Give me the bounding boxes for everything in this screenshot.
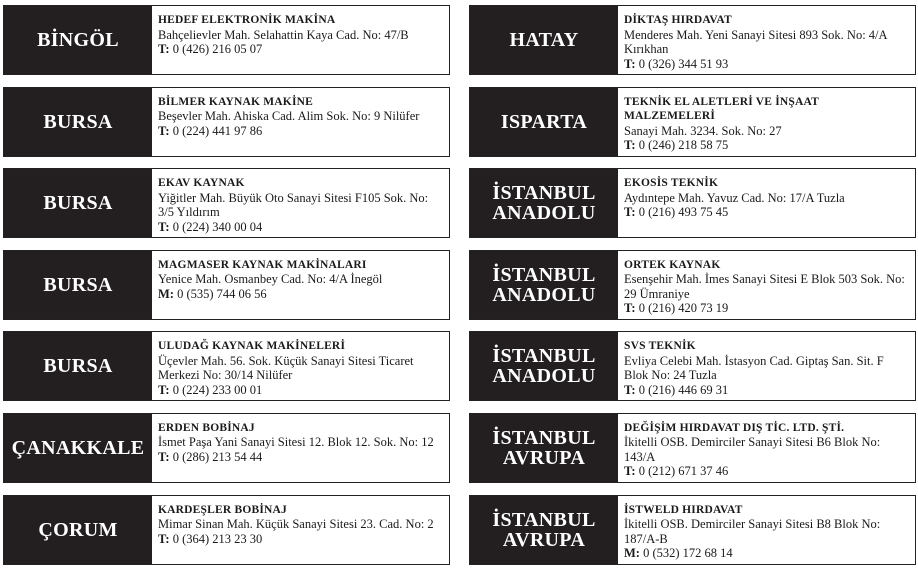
dealer-phone-line bbox=[158, 383, 443, 398]
phone-prefix: T: bbox=[158, 42, 170, 56]
city-label: İSTANBUL ANADOLU bbox=[470, 332, 618, 400]
city-label: BURSA bbox=[4, 169, 152, 237]
dealer-card bbox=[3, 250, 450, 320]
dealer-address: Menderes Mah. Yeni Sanayi Sitesi 893 Sok. No: 4/A Kırıkhan bbox=[624, 27, 887, 56]
city-label: İSTANBUL AVRUPA bbox=[470, 414, 618, 482]
dealer-phone-line bbox=[624, 383, 909, 398]
dealer-card bbox=[3, 331, 450, 401]
dealer-phone-line bbox=[158, 42, 409, 57]
phone-prefix: T: bbox=[158, 219, 170, 234]
dealer-address: Yiğitler Mah. Büyük Oto Sanayi Sitesi F105 Sok. No: 3/5 Yıldırım bbox=[158, 190, 429, 220]
phone-prefix: T: bbox=[624, 56, 636, 71]
dealer-phone-line bbox=[624, 301, 909, 316]
dealer-info bbox=[618, 251, 915, 319]
dealer-info bbox=[152, 414, 440, 482]
dealer-card bbox=[3, 5, 450, 75]
dealer-phone-line bbox=[624, 205, 845, 220]
dealer-name: İSTWELD HIRDAVAT bbox=[624, 503, 743, 516]
phone-number: 0 (224) 233 00 01 bbox=[172, 382, 263, 397]
dealer-name: HEDEF ELEKTRONİK MAKİNA bbox=[158, 14, 336, 26]
dealer-card bbox=[3, 413, 450, 483]
city-label: BİNGÖL bbox=[4, 6, 152, 74]
city-label: ISPARTA bbox=[470, 88, 618, 156]
phone-number: 0 (224) 441 97 86 bbox=[172, 123, 263, 138]
dealer-info bbox=[618, 6, 915, 74]
dealer-card bbox=[3, 168, 450, 238]
phone-number: 0 (286) 213 54 44 bbox=[172, 449, 263, 464]
phone-prefix: M: bbox=[158, 286, 174, 301]
dealer-phone-line bbox=[158, 220, 443, 235]
dealer-name: MAGMASER KAYNAK MAKİNALARI bbox=[158, 258, 367, 271]
dealer-name: ERDEN BOBİNAJ bbox=[158, 421, 255, 434]
dealer-info bbox=[618, 88, 915, 156]
city-label: BURSA bbox=[4, 88, 152, 156]
dealer-info bbox=[618, 169, 851, 237]
dealer-phone-line bbox=[624, 57, 909, 72]
dealer-card bbox=[469, 331, 916, 401]
dealer-name: KARDEŞLER BOBİNAJ bbox=[158, 503, 287, 516]
dealer-phone-line bbox=[158, 124, 419, 139]
city-label: BURSA bbox=[4, 251, 152, 319]
dealer-info bbox=[618, 414, 915, 482]
city-label: BURSA bbox=[4, 332, 152, 400]
dealer-info bbox=[152, 496, 440, 564]
dealer-phone-line bbox=[158, 450, 434, 465]
city-label: İSTANBUL ANADOLU bbox=[470, 251, 618, 319]
dealer-address: Evliya Celebi Mah. İstasyon Cad. Giptaş San. Sit. F Blok No: 24 Tuzla bbox=[624, 353, 884, 383]
city-label: İSTANBUL AVRUPA bbox=[470, 496, 618, 564]
phone-prefix: T: bbox=[158, 382, 170, 397]
phone-number: 0 (216) 493 75 45 bbox=[638, 205, 729, 220]
dealer-info bbox=[618, 332, 915, 400]
dealer-card bbox=[469, 413, 916, 483]
dealer-address: İkitelli OSB. Demirciler Sanayi Sitesi B6 Blok No: 143/A bbox=[624, 435, 881, 464]
phone-prefix: T: bbox=[158, 449, 170, 464]
dealer-address: Mimar Sinan Mah. Küçük Sanayi Sitesi 23. Cad. No: 2 bbox=[158, 517, 434, 532]
dealer-name: EKAV KAYNAK bbox=[158, 177, 245, 190]
phone-prefix: T: bbox=[624, 464, 636, 479]
phone-prefix: T: bbox=[624, 138, 636, 153]
phone-prefix: T: bbox=[158, 123, 170, 138]
dealer-address: Bahçelievler Mah. Selahattin Kaya Cad. No: 47/B bbox=[158, 27, 409, 42]
dealer-info bbox=[152, 332, 449, 400]
city-label: HATAY bbox=[470, 6, 618, 74]
dealer-info bbox=[618, 496, 915, 564]
phone-prefix: T: bbox=[158, 531, 170, 546]
dealer-name: DİKTAŞ HIRDAVAT bbox=[624, 14, 732, 26]
dealer-info bbox=[152, 6, 415, 74]
dealer-phone-line bbox=[624, 464, 909, 479]
phone-number: 0 (364) 213 23 30 bbox=[172, 531, 263, 546]
dealer-card bbox=[469, 5, 916, 75]
phone-number: 0 (326) 344 51 93 bbox=[638, 56, 729, 71]
dealer-card bbox=[469, 87, 916, 157]
dealer-card bbox=[469, 168, 916, 238]
dealer-phone-line bbox=[624, 138, 909, 153]
dealer-card bbox=[469, 250, 916, 320]
dealer-name: BİLMER KAYNAK MAKİNE bbox=[158, 95, 314, 108]
dealer-phone-line bbox=[158, 287, 382, 302]
dealer-address: Aydıntepe Mah. Yavuz Cad. No: 17/A Tuzla bbox=[624, 190, 845, 205]
city-label: İSTANBUL ANADOLU bbox=[470, 169, 618, 237]
phone-number: 0 (224) 340 00 04 bbox=[172, 219, 263, 234]
dealer-phone-line bbox=[158, 532, 434, 547]
dealer-name: EKOSİS TEKNİK bbox=[624, 177, 719, 190]
phone-number: 0 (426) 216 05 07 bbox=[172, 42, 263, 56]
dealer-card bbox=[469, 495, 916, 565]
phone-prefix: T: bbox=[624, 205, 636, 220]
dealer-card bbox=[3, 87, 450, 157]
dealer-info bbox=[152, 169, 449, 237]
dealer-name: TEKNİK EL ALETLERİ VE İNŞAAT MALZEMELERİ bbox=[624, 95, 819, 123]
dealer-phone-line bbox=[624, 546, 909, 561]
phone-number: 0 (532) 172 68 14 bbox=[643, 546, 733, 561]
dealer-card bbox=[3, 495, 450, 565]
phone-number: 0 (216) 420 73 19 bbox=[638, 301, 729, 316]
dealer-column-right bbox=[469, 5, 916, 576]
dealer-name: SVS TEKNİK bbox=[624, 340, 696, 353]
dealer-name: ULUDAĞ KAYNAK MAKİNELERİ bbox=[158, 340, 346, 353]
phone-prefix: M: bbox=[624, 546, 640, 561]
dealer-info bbox=[152, 251, 388, 319]
dealer-address: İsmet Paşa Yani Sanayi Sitesi 12. Blok 12. Sok. No: 12 bbox=[158, 435, 434, 450]
phone-number: 0 (216) 446 69 31 bbox=[638, 382, 729, 397]
dealer-address: Esenşehir Mah. İmes Sanayi Sitesi E Blok 503 Sok. No: 29 Ümraniye bbox=[624, 272, 905, 301]
phone-prefix: T: bbox=[624, 382, 636, 397]
city-label: ÇORUM bbox=[4, 496, 152, 564]
dealer-address: Beşevler Mah. Ahiska Cad. Alim Sok. No: 9 Nilüfer bbox=[158, 109, 420, 124]
dealer-name: ORTEK KAYNAK bbox=[624, 258, 721, 271]
dealer-address: İkitelli OSB. Demirciler Sanayi Sitesi B8 Blok No: 187/A-B bbox=[624, 517, 881, 546]
dealer-column-left bbox=[3, 5, 450, 576]
dealer-name: DEĞİŞİM HIRDAVAT DIŞ TİC. LTD. ŞTİ. bbox=[624, 421, 845, 434]
phone-number: 0 (535) 744 06 56 bbox=[177, 286, 267, 301]
phone-number: 0 (246) 218 58 75 bbox=[638, 138, 729, 153]
phone-number: 0 (212) 671 37 46 bbox=[638, 464, 729, 479]
phone-prefix: T: bbox=[624, 301, 636, 316]
city-label: ÇANAKKALE bbox=[4, 414, 152, 482]
dealer-address: Sanayi Mah. 3234. Sok. No: 27 bbox=[624, 123, 782, 138]
dealer-address: Üçevler Mah. 56. Sok. Küçük Sanayi Sitesi Ticaret Merkezi No: 30/14 Nilüfer bbox=[158, 353, 414, 383]
dealer-address: Yenice Mah. Osmanbey Cad. No: 4/A İnegöl bbox=[158, 272, 383, 287]
dealer-info bbox=[152, 88, 425, 156]
